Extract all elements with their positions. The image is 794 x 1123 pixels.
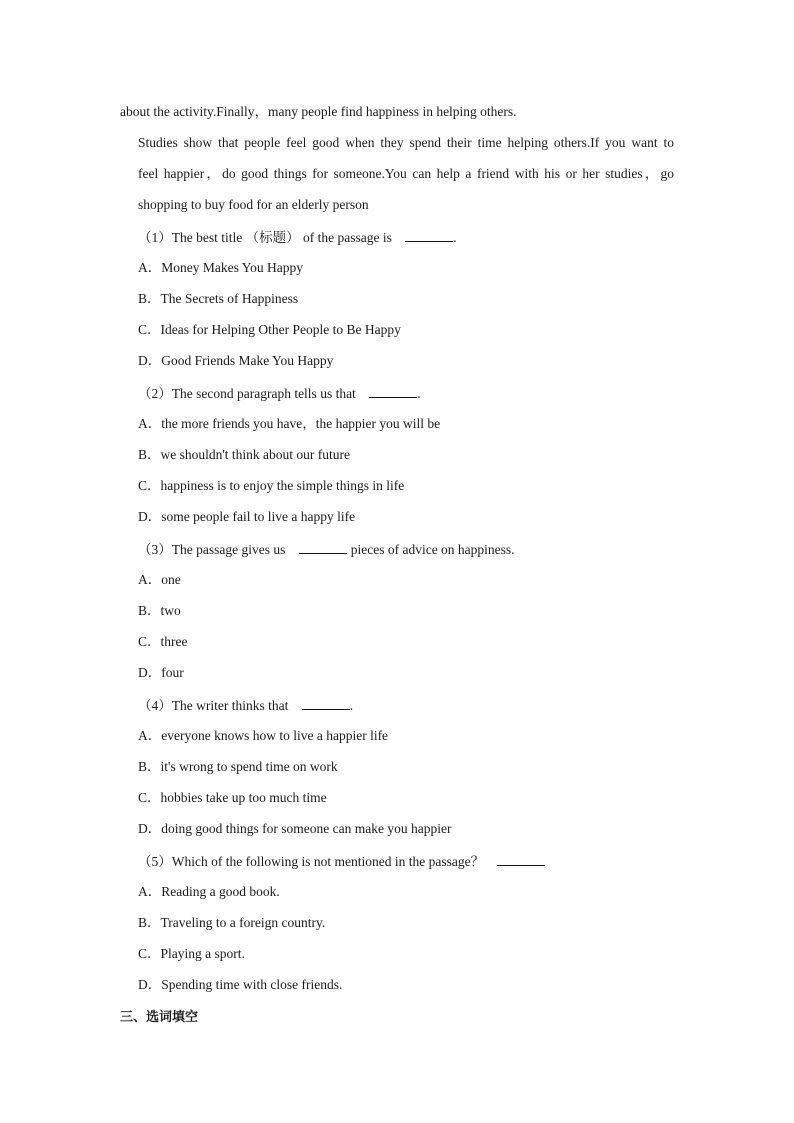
option-c: C．Playing a sport. <box>138 946 245 961</box>
option-c: C．three <box>138 634 188 649</box>
question-text: （1）The best title （标题） of the passage is <box>138 230 392 245</box>
option-d: D．four <box>138 665 184 680</box>
question-stem <box>138 697 353 714</box>
option-a: A．the more friends you have，the happier you will be <box>138 416 441 431</box>
question-text-after: . <box>453 230 457 245</box>
question-stem <box>138 541 515 558</box>
passage-line: Studies show that people feel good when they spend their time helping others.If you want to <box>138 135 674 150</box>
question-text-after: pieces of advice on happiness. <box>350 542 515 557</box>
question-text-after: . <box>417 386 421 401</box>
option-b: B．we shouldn't think about our future <box>138 447 351 462</box>
option-a: A．Money Makes You Happy <box>138 260 303 275</box>
option-a: A．one <box>138 572 181 587</box>
passage-line: feel happier，do good things for someone.You can help a friend with his or her studies，go <box>138 166 674 181</box>
question-text: （5）Which of the following is not mentioned in the passage？ <box>138 854 485 869</box>
question-text: （2）The second paragraph tells us that <box>138 386 356 401</box>
option-c: C．hobbies take up too much time <box>138 790 327 805</box>
question-text: （4）The writer thinks that <box>138 698 289 713</box>
question-text: （3）The passage gives us <box>138 542 286 557</box>
option-b: B．it's wrong to spend time on work <box>138 759 338 774</box>
question-stem <box>138 229 457 246</box>
option-a: A．everyone knows how to live a happier life <box>138 728 389 743</box>
passage-line: about the activity.Finally，many people find happiness in helping others. <box>120 104 517 119</box>
answer-blank <box>299 541 347 554</box>
option-c: C．Ideas for Helping Other People to Be Happy <box>138 322 401 337</box>
section-heading: 三、选词填空 <box>120 1010 199 1025</box>
answer-blank <box>302 697 350 710</box>
question-stem <box>138 385 421 402</box>
answer-blank <box>369 385 417 398</box>
passage-line: shopping to buy food for an elderly person <box>138 197 369 212</box>
option-a: A．Reading a good book. <box>138 884 280 899</box>
question-text-after: . <box>349 698 354 713</box>
option-b: B．two <box>138 603 181 618</box>
option-d: D．doing good things for someone can make you happier <box>138 821 452 836</box>
option-d: D．some people fail to live a happy life <box>138 509 356 524</box>
option-d: D．Spending time with close friends. <box>138 977 343 992</box>
option-b: B．Traveling to a foreign country. <box>138 915 326 930</box>
option-b: B．The Secrets of Happiness <box>138 291 299 306</box>
option-c: C．happiness is to enjoy the simple things in life <box>138 478 405 493</box>
question-stem <box>138 853 545 870</box>
option-d: D．Good Friends Make You Happy <box>138 353 334 368</box>
answer-blank <box>405 229 453 242</box>
answer-blank <box>497 853 545 866</box>
